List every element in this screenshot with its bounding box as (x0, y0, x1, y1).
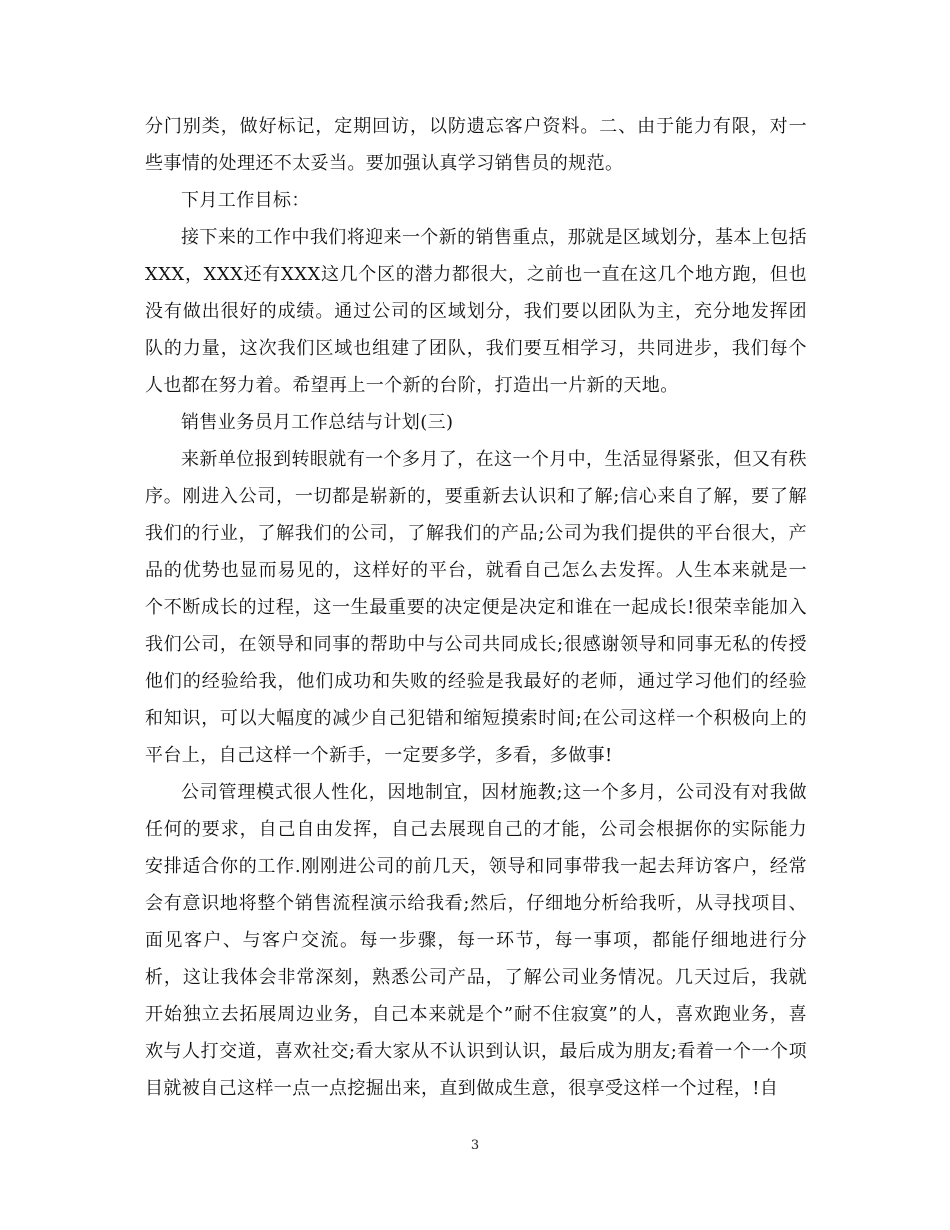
paragraph-2: 下月工作目标： (181, 190, 310, 211)
paragraph-4-heading: 销售业务员月工作总结与计划(三) (181, 412, 454, 433)
paragraph-6: 公司管理模式很人性化，因地制宜，因材施教;这一个多月，公司没有对我做任何的要求，自己自由发挥，自己去展现自己的才能，公司会根据你的实际能力安排适合你的工作.刚刚进公司的前几天，领导和同事带我一起去拜访客户，经常会有意识地将整个销售流程演示给我看;然后，仔细地分析给我听，从寻找项目、面见客户、与客户交流。每一步骤，每一环节，每一事项，都能仔细地进行分析，这让我体会非常深刻，熟悉公司产品，了解公司业务情况。几天过后，我就开始独立去拓展周边业务，自己本来就是个”耐不住寂寞”的人，喜欢跑业务，喜欢与人打交道，喜欢社交;看大家从不认识到认识，最后成为朋友;看着一个一个项目就被自己这样一点一点挖掘出来，直到做成生意，很享受这样一个过程，!自 (145, 782, 807, 1099)
paragraph-1: 分门别类，做好标记，定期回访，以防遗忘客户资料。二、由于能力有限，对一些事情的处理还不太妥当。要加强认真学习销售员的规范。 (145, 116, 807, 174)
paragraph-3: 接下来的工作中我们将迎来一个新的销售重点，那就是区域划分，基本上包括XXX，XXX还有XXX这几个区的潜力都很大，之前也一直在这几个地方跑，但也没有做出很好的成绩。通过公司的区域划分，我们要以团队为主，充分地发挥团队的力量，这次我们区域也组建了团队，我们要互相学习，共同进步，我们每个人也都在努力着。希望再上一个新的台阶，打造出一片新的天地。 (145, 227, 807, 396)
paragraph-5: 来新单位报到转眼就有一个多月了，在这一个月中，生活显得紧张，但又有秩序。刚进入公司，一切都是崭新的，要重新去认识和了解;信心来自了解，要了解我们的行业，了解我们的公司，了解我们的产品;公司为我们提供的平台很大，产品的优势也显而易见的，这样好的平台，就看自己怎么去发挥。人生本来就是一个不断成长的过程，这一生最重要的决定便是决定和谁在一起成长!很荣幸能加入我们公司，在领导和同事的帮助中与公司共同成长;很感谢领导和同事无私的传授他们的经验给我，他们成功和失败的经验是我最好的老师，通过学习他们的经验和知识，可以大幅度的减少自己犯错和缩短摸索时间;在公司这样一个积极向上的平台上，自己这样一个新手，一定要多学，多看，多做事! (145, 449, 807, 766)
document-body (145, 108, 807, 1107)
page-number: 3 (470, 1138, 480, 1153)
